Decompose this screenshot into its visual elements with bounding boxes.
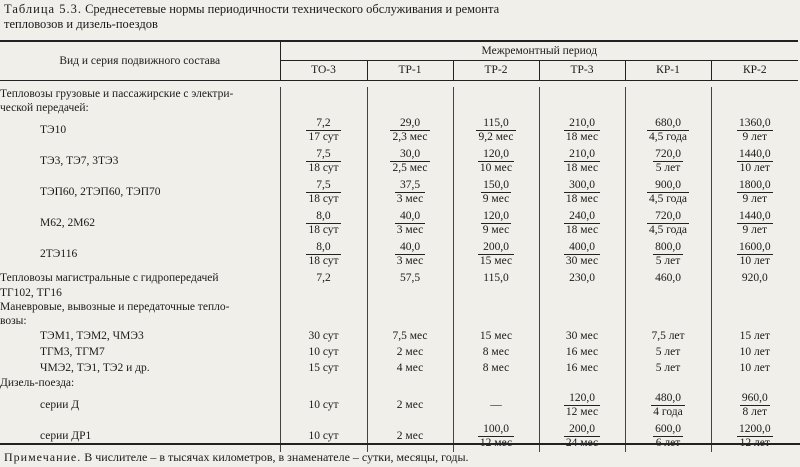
row-label: ТЭМ1, ТЭМ2, ЧМЭ3	[0, 328, 280, 344]
table-cell	[453, 270, 539, 286]
fraction	[564, 392, 600, 419]
table-row	[0, 177, 798, 208]
fraction	[481, 210, 511, 237]
table-cell	[539, 87, 625, 101]
table-row	[0, 239, 798, 270]
row-label: ТЭП60, 2ТЭП60, ТЭП70	[0, 177, 280, 208]
table-cell	[539, 360, 625, 376]
denominator: 12 лет	[739, 437, 770, 449]
cell-value: —	[490, 399, 502, 411]
denominator: 17 сут	[308, 131, 339, 143]
denominator: 3 мес	[396, 224, 424, 236]
table-cell	[453, 239, 539, 270]
table-cell	[453, 360, 539, 376]
cell-value: 10 лет	[739, 345, 770, 358]
numerator: 800,0	[655, 241, 681, 253]
table-cell	[367, 376, 453, 390]
cell-value: 5 лет	[655, 361, 681, 374]
table-cell	[625, 286, 711, 300]
table-row	[0, 360, 798, 376]
table-cell	[280, 87, 367, 101]
table-cell	[625, 87, 711, 101]
denominator: 2,3 мес	[392, 131, 428, 143]
table-cell	[711, 146, 798, 177]
fraction	[647, 117, 689, 144]
caption-label: Таблица 5.3.	[4, 2, 82, 16]
denominator: 9,2 мес	[478, 131, 514, 143]
denominator: 18 сут	[308, 255, 339, 267]
row-label: 2ТЭ116	[0, 239, 280, 270]
numerator: 680,0	[647, 117, 689, 131]
denominator: 2,5 мес	[392, 162, 428, 174]
numerator: 7,5	[306, 148, 340, 162]
fraction	[395, 241, 425, 268]
table-cell	[625, 344, 711, 360]
numerator: 480,0	[651, 392, 684, 406]
cell-value: 15 мес	[479, 329, 513, 342]
cell-value: 8 мес	[482, 345, 510, 358]
table-cell	[625, 208, 711, 239]
row-label: возы:	[0, 314, 280, 328]
table-cell	[367, 286, 453, 300]
table-note	[0, 443, 800, 465]
cell-value: 460,0	[655, 271, 681, 284]
table-row	[0, 344, 798, 360]
denominator: 9 лет	[742, 193, 768, 205]
fraction	[564, 241, 600, 268]
table-cell	[625, 115, 711, 146]
fraction	[395, 179, 425, 206]
numerator: 600,0	[655, 423, 681, 435]
denominator: 5 лет	[655, 162, 681, 174]
table-row	[0, 328, 798, 344]
table-caption	[4, 2, 524, 32]
fraction	[737, 241, 773, 268]
header-row-group	[0, 41, 798, 60]
denominator: 3 мес	[396, 255, 424, 267]
cell-value: 8 мес	[482, 361, 510, 374]
table-cell	[539, 270, 625, 286]
numerator: 300,0	[564, 179, 600, 193]
table-cell	[367, 360, 453, 376]
denominator: 18 мес	[565, 224, 599, 236]
fraction	[647, 179, 689, 206]
cell-value: 2 мес	[396, 345, 424, 358]
row-label: ТЭ10	[0, 115, 280, 146]
numerator: 7,2	[306, 117, 340, 131]
table-cell	[453, 177, 539, 208]
table-cell	[280, 344, 367, 360]
denominator: 4,5 года	[648, 193, 688, 205]
fraction	[476, 117, 515, 144]
table-cell	[367, 328, 453, 344]
row-label: Тепловозы грузовые и пассажирские с электри-	[0, 87, 280, 101]
table-cell	[711, 239, 798, 270]
denominator: 9 мес	[482, 193, 510, 205]
table-cell	[367, 146, 453, 177]
cell-value: 30 сут	[308, 329, 339, 342]
cell-value: 5 лет	[655, 345, 681, 358]
numerator: 1440,0	[738, 210, 771, 222]
table-row	[0, 270, 798, 286]
denominator: 18 мес	[565, 162, 599, 174]
cell-value: 230,0	[569, 271, 595, 284]
numerator: 400,0	[564, 241, 600, 255]
note-label: Примечание.	[4, 450, 82, 464]
cell-value: 10 сут	[308, 399, 339, 411]
numerator: 40,0	[395, 210, 425, 224]
column-header: КР-1	[625, 60, 711, 80]
denominator: 10 лет	[739, 162, 770, 174]
table-cell	[711, 344, 798, 360]
table-row	[0, 390, 798, 421]
column-header: ТР-3	[539, 60, 625, 80]
cell-value: 2 мес	[396, 430, 424, 442]
denominator: 18 сут	[308, 193, 339, 205]
table-cell	[453, 115, 539, 146]
group-row	[0, 376, 798, 390]
table-cell	[280, 177, 367, 208]
numerator: 40,0	[395, 241, 425, 255]
table-cell	[625, 270, 711, 286]
table-cell	[539, 344, 625, 360]
table-cell	[625, 177, 711, 208]
cell-value: 7,5 мес	[392, 329, 428, 342]
table-cell	[367, 177, 453, 208]
table-cell	[539, 115, 625, 146]
cell-value: 15 лет	[739, 329, 770, 342]
denominator: 12 мес	[479, 437, 513, 449]
table-cell	[280, 208, 367, 239]
numerator: 8,0	[306, 241, 340, 255]
column-header: ТР-2	[453, 60, 539, 80]
row-label: Маневровые, вывозные и передаточные тепло-	[0, 300, 280, 314]
row-label: Тепловозы магистральные с гидропередачей	[0, 270, 280, 286]
group-row	[0, 286, 798, 300]
table-cell	[711, 208, 798, 239]
table-cell	[453, 376, 539, 390]
row-label: ТГ102, ТГ16	[0, 286, 280, 300]
table-cell	[711, 115, 798, 146]
numerator: 30,0	[390, 148, 429, 162]
fraction	[390, 148, 429, 175]
cell-value: 7,2	[316, 271, 331, 284]
cell-value: 7,5 лет	[651, 329, 685, 342]
row-label: серии ДР1	[0, 421, 280, 452]
fraction	[390, 117, 429, 144]
fraction	[653, 241, 683, 268]
table-cell	[625, 300, 711, 314]
header-group: Межремонтный период	[280, 41, 798, 60]
table-cell	[711, 390, 798, 421]
table-cell	[280, 390, 367, 421]
numerator: 720,0	[655, 148, 681, 160]
table-cell	[711, 87, 798, 101]
denominator: 4,5 года	[648, 224, 688, 236]
table-cell	[280, 328, 367, 344]
denominator: 18 сут	[308, 162, 339, 174]
group-row	[0, 314, 798, 328]
cell-value: 16 мес	[565, 345, 599, 358]
denominator: 4,5 года	[648, 131, 688, 143]
table-cell	[625, 314, 711, 328]
denominator: 5 лет	[655, 255, 681, 267]
cell-value: 30 мес	[565, 329, 599, 342]
table-cell	[539, 146, 625, 177]
table-body	[0, 81, 798, 453]
numerator: 120,0	[564, 392, 600, 406]
table-cell	[280, 239, 367, 270]
numerator: 200,0	[564, 423, 600, 437]
column-header: КР-2	[711, 60, 798, 80]
denominator: 9 лет	[742, 224, 768, 236]
table-cell	[711, 300, 798, 314]
denominator: 18 сут	[308, 224, 339, 236]
table-cell	[453, 344, 539, 360]
table-cell	[539, 177, 625, 208]
denominator: 10 мес	[479, 162, 513, 174]
numerator: 200,0	[478, 241, 514, 255]
cell-value: 115,0	[483, 271, 509, 284]
table-cell	[711, 177, 798, 208]
fraction	[481, 179, 511, 206]
row-label: ческой передачей:	[0, 101, 280, 115]
fraction	[737, 179, 773, 206]
cell-value: 10 лет	[739, 361, 770, 374]
table-cell	[711, 270, 798, 286]
numerator: 720,0	[647, 210, 689, 224]
table-cell	[280, 270, 367, 286]
denominator: 9 мес	[482, 224, 510, 236]
table-cell	[367, 115, 453, 146]
table-cell	[367, 208, 453, 239]
cell-value: 57,5	[399, 271, 421, 284]
denominator: 6 лет	[655, 437, 681, 449]
fraction	[478, 148, 514, 175]
table-cell	[453, 87, 539, 101]
table-row	[0, 208, 798, 239]
fraction	[564, 210, 600, 237]
group-row	[0, 300, 798, 314]
denominator: 15 мес	[479, 255, 513, 267]
numerator: 150,0	[481, 179, 511, 193]
table-cell	[625, 146, 711, 177]
row-label: М62, 2М62	[0, 208, 280, 239]
numerator: 29,0	[390, 117, 429, 131]
group-row	[0, 87, 798, 101]
fraction	[564, 117, 600, 144]
table-cell	[453, 328, 539, 344]
table-cell	[280, 314, 367, 328]
numerator: 115,0	[476, 117, 515, 131]
table-cell	[453, 300, 539, 314]
table-row	[0, 146, 798, 177]
table-cell	[280, 286, 367, 300]
fraction	[647, 210, 689, 237]
table-cell	[367, 239, 453, 270]
numerator: 120,0	[481, 210, 511, 224]
row-label: ЧМЭ2, ТЭ1, ТЭ2 и др.	[0, 360, 280, 376]
fraction	[651, 392, 684, 419]
numerator: 37,5	[395, 179, 425, 193]
fraction	[395, 210, 425, 237]
denominator: 18 мес	[565, 131, 599, 143]
table-cell	[711, 376, 798, 390]
table-cell	[625, 239, 711, 270]
fraction	[306, 117, 340, 144]
table-cell	[280, 101, 367, 115]
numerator: 210,0	[564, 117, 600, 131]
fraction	[564, 148, 600, 175]
table-cell	[711, 360, 798, 376]
fraction	[737, 148, 773, 175]
fraction	[737, 210, 773, 237]
table-cell	[539, 300, 625, 314]
fraction	[306, 148, 340, 175]
fraction	[653, 148, 683, 175]
table-row	[0, 115, 798, 146]
table-cell	[280, 376, 367, 390]
table-cell	[280, 360, 367, 376]
note-text: В числителе – в тысячах километров, в знаменателе – сутки, месяцы, годы.	[84, 450, 469, 464]
numerator: 7,5	[306, 179, 340, 193]
table-cell	[539, 208, 625, 239]
table-cell	[453, 286, 539, 300]
table-cell	[539, 390, 625, 421]
table-cell	[625, 101, 711, 115]
fraction	[737, 117, 773, 144]
table-cell	[625, 376, 711, 390]
numerator: 210,0	[564, 148, 600, 162]
numerator: 120,0	[478, 148, 514, 162]
denominator: 12 мес	[565, 406, 599, 418]
table-cell	[280, 115, 367, 146]
denominator: 4 года	[653, 406, 683, 418]
row-label: ТЭ3, ТЭ7, 3ТЭ3	[0, 146, 280, 177]
table-cell	[711, 328, 798, 344]
table-cell	[453, 208, 539, 239]
table-cell	[453, 101, 539, 115]
table-cell	[539, 239, 625, 270]
table-cell	[367, 390, 453, 421]
fraction	[478, 241, 514, 268]
table-cell	[711, 101, 798, 115]
table-cell	[367, 314, 453, 328]
fraction	[564, 179, 600, 206]
table-cell	[367, 87, 453, 101]
table-cell	[539, 376, 625, 390]
cell-value: 920,0	[741, 271, 768, 284]
caption-text: Среднесетевые нормы периодичности технического обслуживания и ремонта тепловозов и дизель-поездов	[4, 2, 500, 31]
table-cell	[280, 300, 367, 314]
cell-value: 4 мес	[396, 361, 424, 374]
numerator: 1600,0	[738, 241, 771, 253]
cell-value: 16 мес	[565, 361, 599, 374]
table-cell	[539, 314, 625, 328]
fraction	[306, 179, 340, 206]
denominator: 9 лет	[742, 131, 768, 143]
table-cell	[625, 360, 711, 376]
group-row	[0, 101, 798, 115]
table-cell	[711, 314, 798, 328]
numerator: 1200,0	[738, 423, 771, 435]
numerator: 100,0	[478, 423, 514, 437]
cell-value: 10 сут	[308, 345, 339, 358]
column-header: ТО-3	[280, 60, 367, 80]
column-header: ТР-1	[367, 60, 453, 80]
table-cell	[367, 344, 453, 360]
cell-value: 15 сут	[308, 361, 339, 374]
denominator: 10 лет	[739, 255, 770, 267]
header-left: Вид и серия подвижного состава	[0, 41, 280, 81]
cell-value: 2 мес	[396, 399, 424, 411]
table-cell	[367, 270, 453, 286]
numerator: 240,0	[564, 210, 600, 224]
table-cell	[625, 390, 711, 421]
numerator: 960,0	[741, 392, 768, 404]
numerator: 1800,0	[738, 179, 771, 191]
numerator: 1440,0	[738, 148, 771, 160]
table-cell	[453, 390, 539, 421]
numerator: 8,0	[306, 210, 340, 224]
cell-value: 10 сут	[308, 430, 339, 442]
fraction	[740, 392, 770, 419]
numerator: 900,0	[647, 179, 689, 193]
denominator: 18 мес	[565, 193, 599, 205]
denominator: 30 мес	[565, 255, 599, 267]
table-cell	[453, 146, 539, 177]
fraction	[306, 241, 340, 268]
row-label: Дизель-поезда:	[0, 376, 280, 390]
numerator: 1360,0	[738, 117, 771, 129]
table-cell	[280, 146, 367, 177]
table-cell	[539, 101, 625, 115]
norms-table	[0, 40, 798, 452]
table-cell	[625, 328, 711, 344]
table-cell	[367, 101, 453, 115]
table-cell	[367, 300, 453, 314]
table-cell	[539, 286, 625, 300]
table-cell	[539, 328, 625, 344]
fraction	[306, 210, 340, 237]
table-cell	[711, 286, 798, 300]
row-label: ТГМ3, ТГМ7	[0, 344, 280, 360]
row-label: серии Д	[0, 390, 280, 421]
denominator: 3 мес	[396, 193, 424, 205]
denominator: 24 мес	[565, 437, 599, 449]
table-cell	[453, 314, 539, 328]
denominator: 8 лет	[742, 406, 768, 418]
